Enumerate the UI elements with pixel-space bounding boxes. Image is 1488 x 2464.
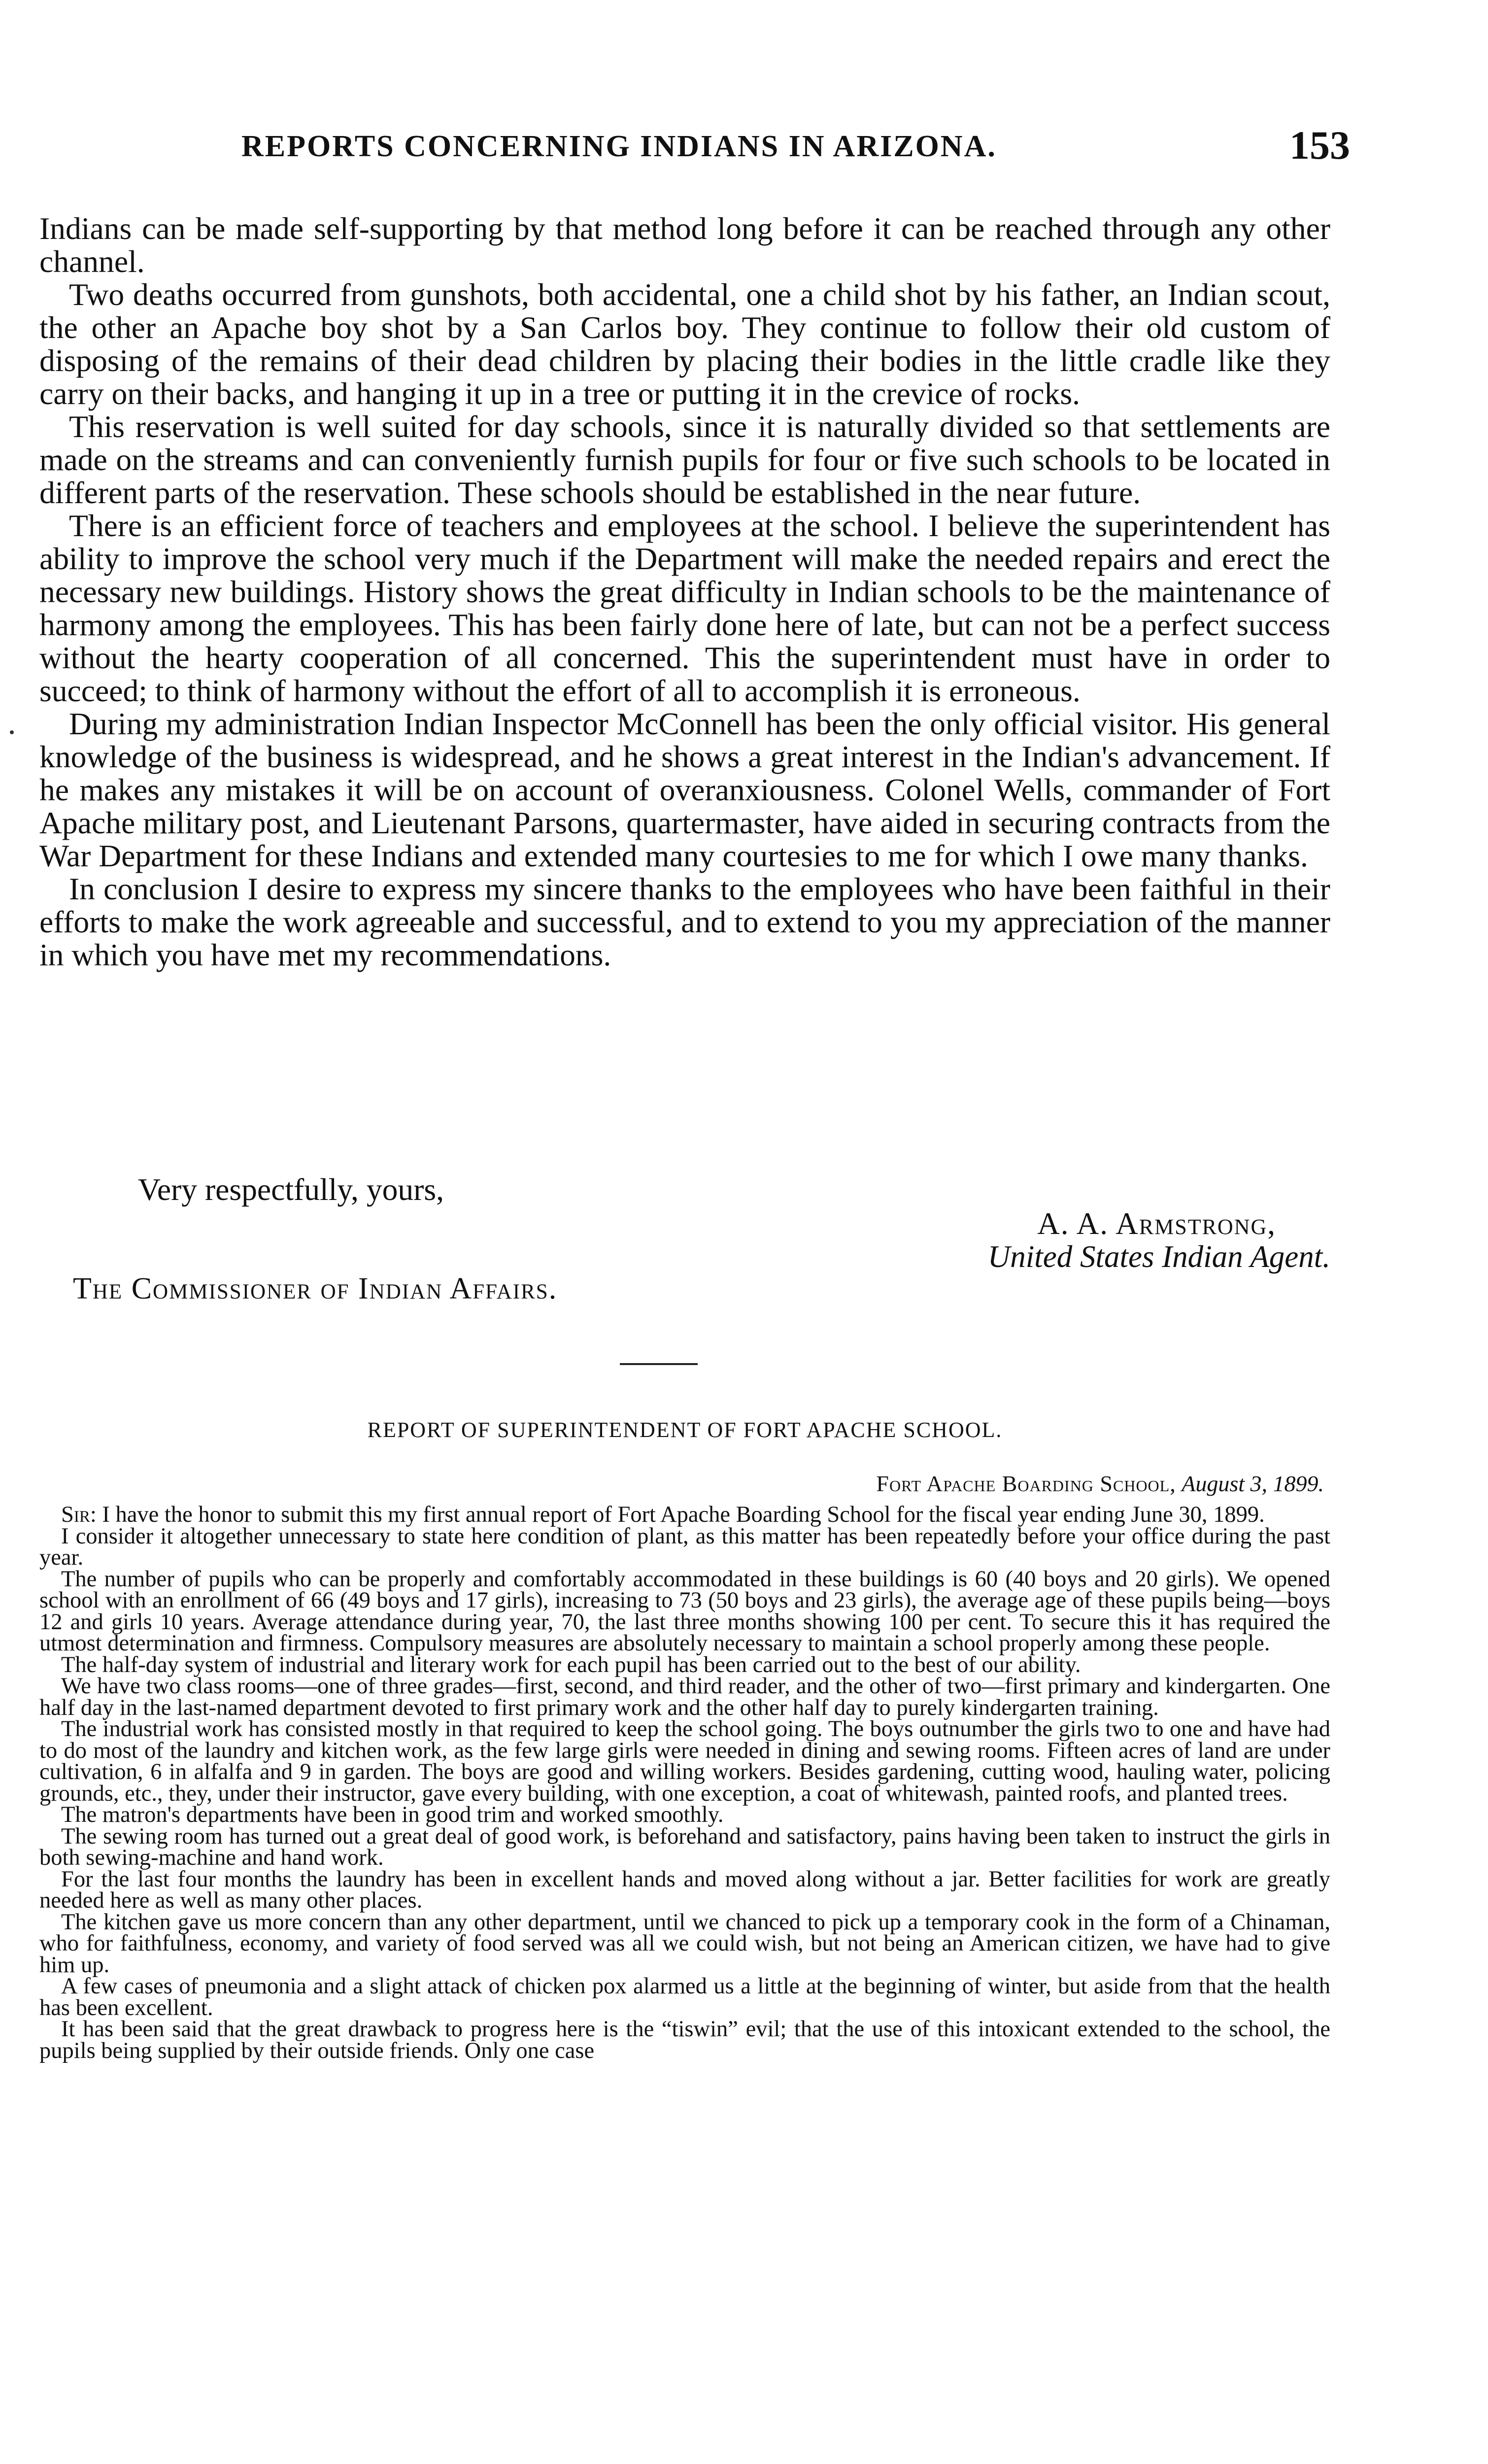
letter-paragraph: Indians can be made self-supporting by that method long before it can be reached through any other channel. xyxy=(39,211,1330,279)
page-number: 153 xyxy=(1289,123,1350,168)
signature-block xyxy=(988,1207,1330,1273)
running-title: REPORTS CONCERNING INDIANS IN ARIZONA. xyxy=(241,130,997,163)
report-paragraph: The matron's departments have been in good trim and worked smoothly. xyxy=(61,1802,724,1827)
report-paragraph: The half-day system of industrial and literary work for each pupil has been carried out to the best of our ability. xyxy=(61,1652,1081,1677)
signature-title: United States Indian Agent. xyxy=(987,1239,1330,1274)
report-paragraph: I consider it altogether unnecessary to state here condition of plant, as this matter has been repeatedly before your office during the past year. xyxy=(39,1523,1330,1570)
letter-body xyxy=(39,212,1330,971)
margin-mark xyxy=(10,730,14,734)
section-divider xyxy=(620,1363,698,1365)
letter-closing: Very respectfully, yours, xyxy=(138,1172,444,1207)
report-paragraph: The number of pupils who can be properly and comfortably accommodated in these buildings is 60 (40 boys and 20 girls). We opened school with an enrollment of 66 (49 boys and 17 girls), increasing to 73 (50 boys and 23 girls), the average age of these pupils being—boys 12 and girls 10 years. Average attendance during year, 70, the last three months showing 100 per cent. To secure this it has required the utmost determination and firmness. Compulsory measures are absolutely necessary to maintain a school properly among these people. xyxy=(39,1566,1330,1656)
report-paragraph-text: I have the honor to submit this my first annual report of Fort Apache Boarding School for the fiscal year ending June 30, 1899. xyxy=(102,1502,1265,1527)
report-paragraph: It has been said that the great drawback to progress here is the “tiswin” evil; that the use of this intoxicant extended to the school, the pupils being supplied by their outside friends. Only one case xyxy=(39,2017,1330,2063)
dateline-date: August 3, 1899. xyxy=(1182,1471,1324,1496)
report-paragraph: For the last four months the laundry has been in excellent hands and moved along without a jar. Better facilities for work are greatly needed here as well as many other places. xyxy=(39,1866,1330,1913)
running-head xyxy=(241,123,1350,173)
report-paragraph: The industrial work has consisted mostly in that required to keep the school going. The boys outnumber the girls two to one and have had to do most of the laundry and kitchen work, as the few large girls were needed in dining and sewing rooms. Fifteen acres of land are under cultivation, 6 in alfalfa and 9 in garden. The boys are good and willing workers. Besides gardening, cutting wood, hauling water, policing grounds, etc., they, under their instructor, gave every building, with one exception, a coat of whitewash, painted roofs, and planted trees. xyxy=(39,1716,1330,1806)
addressee: The Commissioner of Indian Affairs. xyxy=(73,1272,558,1305)
report-paragraph: We have two class rooms—one of three grades—first, second, and third reader, and the other of two—first primary and kindergarten. One half day in the last-named department devoted to first primary work and the other half day to purely kindergarten training. xyxy=(39,1674,1330,1720)
report-title: REPORT OF SUPERINTENDENT OF FORT APACHE SCHOOL. xyxy=(367,1418,1003,1442)
salutation: Sir: xyxy=(61,1502,97,1527)
letter-paragraph: Two deaths occurred from gunshots, both accidental, one a child shot by his father, an Indian scout, the other an Apache boy shot by a San Carlos boy. They continue to follow their old custom of disposing of the remains of their dead children by placing their bodies in the little cradle like they carry on their backs, and hanging it up in a tree or putting it in the crevice of rocks. xyxy=(39,277,1330,411)
letter-paragraph: During my administration Indian Inspector McConnell has been the only official visitor. His general knowledge of the business is widespread, and he shows a great interest in the Indian's advancement. If he makes any mistakes it will be on account of overanxiousness. Colonel Wells, commander of Fort Apache military post, and Lieutenant Parsons, quartermaster, have aided in securing contracts from the War Department for these Indians and extended many courtesies to me for which I owe many thanks. xyxy=(39,706,1330,873)
report-paragraph: The kitchen gave us more concern than any other department, until we chanced to pick up a temporary cook in the form of a Chinaman, who for faithfulness, economy, and variety of food served was all we could wish, but not being an American citizen, we have had to give him up. xyxy=(39,1909,1330,1978)
report-body xyxy=(39,1504,1330,2061)
report-paragraph xyxy=(39,1504,1330,1526)
letter-paragraph: In conclusion I desire to express my sincere thanks to the employees who have been faithful in their efforts to make the work agreeable and successful, and to extend to you my appreciation of the manner in which you have met my recommendations. xyxy=(39,871,1330,972)
report-paragraph: A few cases of pneumonia and a slight attack of chicken pox alarmed us a little at the beginning of winter, but aside from that the health has been excellent. xyxy=(39,1974,1330,2020)
report-paragraph: The sewing room has turned out a great deal of good work, is beforehand and satisfactory, pains having been taken to instruct the girls in both sewing-machine and hand work. xyxy=(39,1823,1330,1870)
letter-paragraph: There is an efficient force of teachers and employees at the school. I believe the superintendent has ability to improve the school very much if the Department will make the needed repairs and erect the necessary new buildings. History shows the great difficulty in Indian schools to be the maintenance of harmony among the employees. This has been fairly done here of late, but can not be a perfect success without the hearty cooperation of all concerned. This the superintendent must have in order to succeed; to think of harmony without the effort of all to accomplish it is erroneous. xyxy=(39,508,1330,708)
letter-paragraph: This reservation is well suited for day schools, since it is naturally divided so that settlements are made on the streams and can conveniently furnish pupils for four or five such schools to be located in different parts of the reservation. These schools should be established in the near future. xyxy=(39,409,1330,510)
dateline-place: Fort Apache Boarding School, xyxy=(876,1471,1176,1496)
signature-name: A. A. Armstrong, xyxy=(1037,1206,1276,1241)
report-dateline xyxy=(876,1471,1324,1497)
